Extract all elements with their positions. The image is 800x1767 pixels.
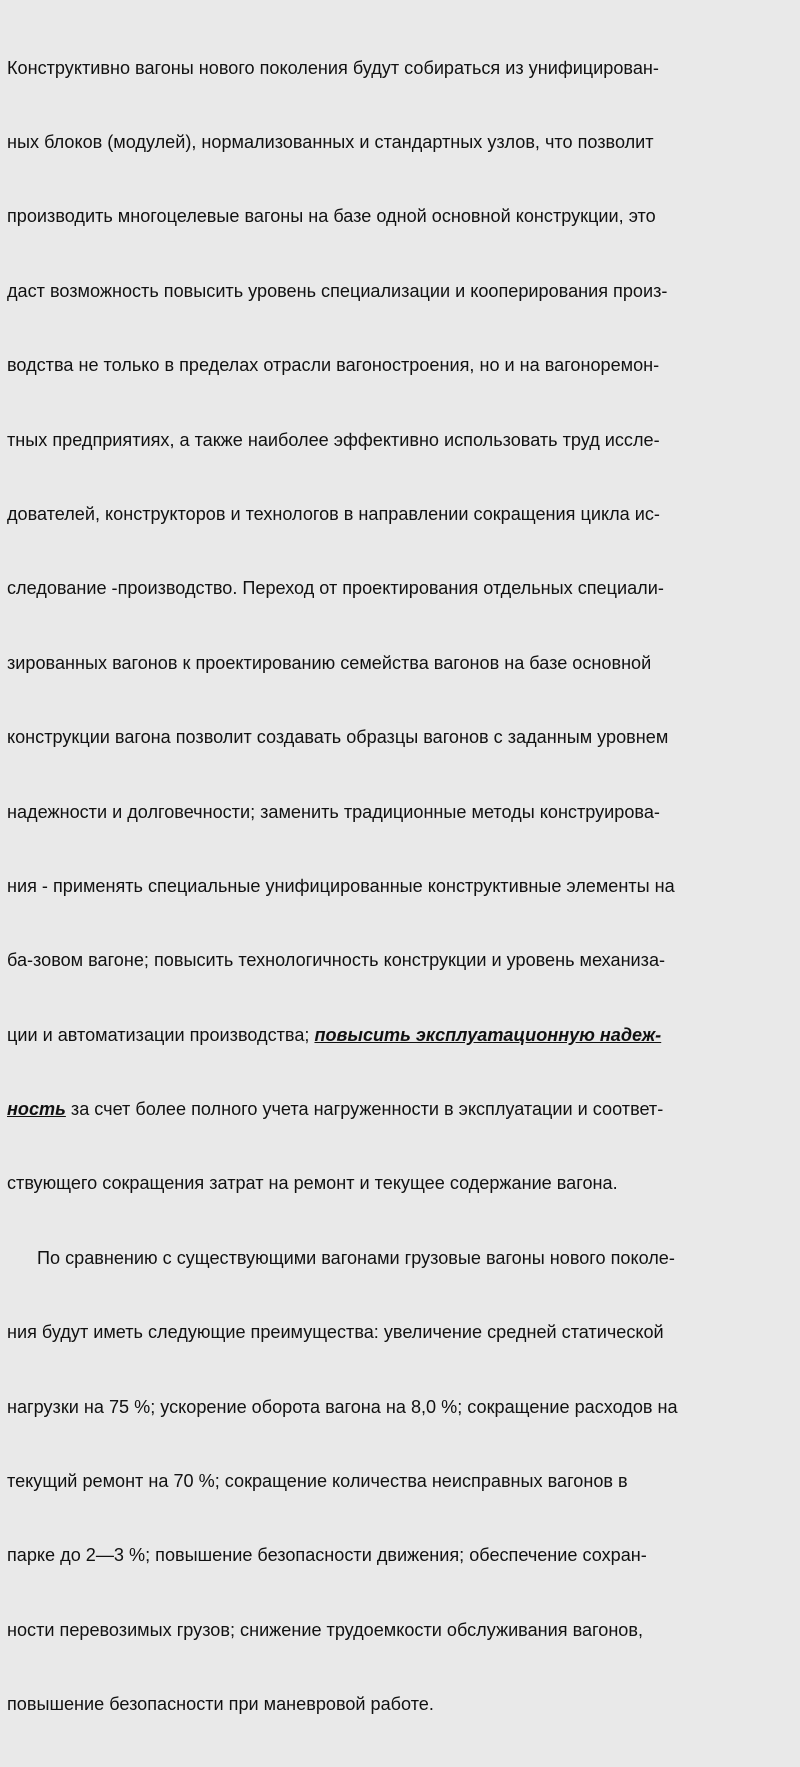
- text-line: ствующего сокращения затрат на ремонт и текущее содержание вагона.: [7, 1173, 618, 1194]
- text-line: По сравнению с существующими вагонами грузовые вагоны нового поколе-: [37, 1247, 675, 1268]
- text-line: ния - применять специальные унифицированные конструктивные элементы на: [7, 875, 675, 896]
- text-line: следование -производство. Переход от проектирования отдельных специали-: [7, 578, 664, 599]
- text-line: водства не только в пределах отрасли вагоностроения, но и на вагоноремон-: [7, 355, 660, 376]
- text-line: Конструктивно вагоны нового поколения будут собираться из унифицирован-: [7, 57, 659, 78]
- document-text: [7, 6, 797, 1767]
- text-line: ба-зовом вагоне; повысить технологичность конструкции и уровень механиза-: [7, 950, 666, 971]
- text-line: парке до 2—3 %; повышение безопасности движения; обеспечение сохран-: [7, 1545, 647, 1566]
- text-line: ных блоков (модулей), нормализованных и стандартных узлов, что позволит: [7, 131, 654, 152]
- text-line: конструкции вагона позволит создавать образцы вагонов с заданным уровнем: [7, 727, 669, 748]
- text-line: ности перевозимых грузов; снижение трудоемкости обслуживания вагонов,: [7, 1619, 644, 1640]
- text-line: текущий ремонт на 70 %; сокращение количества неисправных вагонов в: [7, 1471, 628, 1492]
- text-line: производить многоцелевые вагоны на базе одной основной конструкции, это: [7, 206, 656, 227]
- emphasized-text: повысить эксплуатационную надеж-: [314, 1024, 662, 1045]
- text-line: [7, 1097, 797, 1122]
- text-line: нагрузки на 75 %; ускорение оборота вагона на 8,0 %; сокращение расходов на: [7, 1396, 678, 1417]
- text-segment: за счет более полного учета нагруженности в эксплуатации и соответ-: [65, 1099, 664, 1120]
- text-line: [7, 1023, 797, 1048]
- text-line: надежности и долговечности; заменить традиционные методы конструирова-: [7, 801, 660, 822]
- text-line: дователей, конструкторов и технологов в направлении сокращения цикла ис-: [7, 503, 660, 524]
- emphasized-text: ность: [7, 1099, 66, 1120]
- text-segment: ции и автоматизации производства;: [7, 1024, 315, 1045]
- text-line: даст возможность повысить уровень специализации и кооперирования произ-: [7, 280, 668, 301]
- text-line: повышение безопасности при маневровой работе.: [7, 1694, 434, 1715]
- text-line: тных предприятиях, а также наиболее эффективно использовать труд иссле-: [7, 429, 660, 450]
- text-line: ния будут иметь следующие преимущества: увеличение средней статической: [7, 1322, 664, 1343]
- text-line: зированных вагонов к проектированию семейства вагонов на базе основной: [7, 652, 652, 673]
